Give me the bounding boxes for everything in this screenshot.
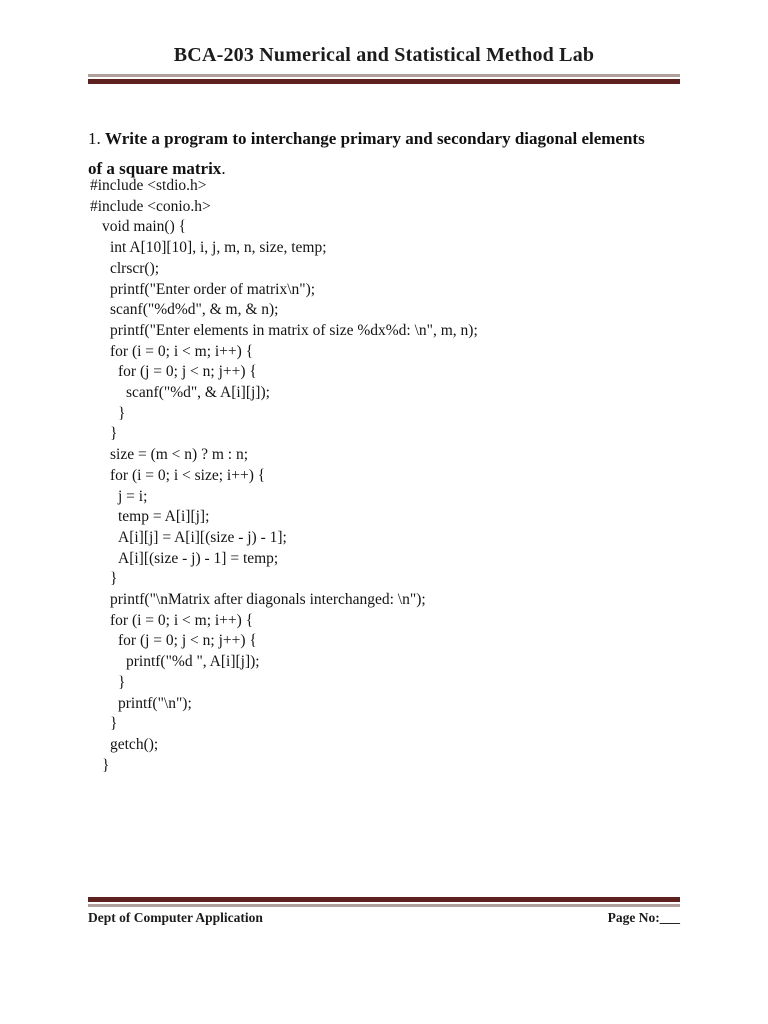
code-line: getch(); xyxy=(110,735,159,753)
code-line: A[i][j] = A[i][(size - j) - 1]; xyxy=(118,528,287,546)
code-line: for (j = 0; j < n; j++) { xyxy=(118,632,257,650)
code-line: } xyxy=(110,715,118,733)
code-line: #include <conio.h> xyxy=(90,197,211,215)
code-line: size = (m < n) ? m : n; xyxy=(110,446,249,464)
exercise-title-line-1: Write a program to interchange primary and secondary diagonal elements xyxy=(105,129,645,148)
page-title: BCA-203 Numerical and Statistical Method Lab xyxy=(173,44,595,66)
code-line: } xyxy=(110,570,118,588)
exercise-number: 1. xyxy=(88,129,105,148)
exercise-title xyxy=(88,124,688,184)
code-line: } xyxy=(110,425,118,443)
footer-department: Dept of Computer Application xyxy=(88,910,263,925)
code-line: for (i = 0; i < size; i++) { xyxy=(110,466,266,484)
code-line: printf("%d ", A[i][j]); xyxy=(126,653,260,671)
code-line: } xyxy=(118,673,126,691)
code-line: for (i = 0; i < m; i++) { xyxy=(110,611,254,629)
exercise-title-line-2: of a square matrix xyxy=(88,159,222,178)
code-line: printf("Enter order of matrix\n"); xyxy=(110,280,316,298)
code-line: #include <stdio.h> xyxy=(90,177,207,194)
footer-page-number: Page No:___ xyxy=(607,910,680,925)
code-line: printf("\n"); xyxy=(118,694,192,712)
header-rule xyxy=(88,74,680,84)
footer xyxy=(88,910,680,926)
code-line: A[i][(size - j) - 1] = temp; xyxy=(118,549,279,567)
code-line: } xyxy=(118,404,126,422)
code-line: for (j = 0; j < n; j++) { xyxy=(118,363,257,381)
footer-rule xyxy=(88,897,680,907)
footer-rule-light-line xyxy=(88,904,680,907)
code-block xyxy=(90,176,690,776)
header-rule-dark-line xyxy=(88,79,680,84)
code-line: j = i; xyxy=(118,487,148,505)
code-line: scanf("%d", & A[i][j]); xyxy=(126,384,270,402)
code-line: scanf("%d%d", & m, & n); xyxy=(110,301,279,319)
code-line: printf("Enter elements in matrix of size %dx%d: \n", m, n); xyxy=(110,321,478,339)
code-line: printf("\nMatrix after diagonals interchanged: \n"); xyxy=(110,591,426,609)
code-line: temp = A[i][j]; xyxy=(118,508,210,526)
code-line: int A[10][10], i, j, m, n, size, temp; xyxy=(110,239,327,257)
code-line: for (i = 0; i < m; i++) { xyxy=(110,342,254,360)
code-line: void main() { xyxy=(102,218,187,236)
code-line: clrscr(); xyxy=(110,259,160,277)
exercise-title-period: . xyxy=(221,159,226,178)
code-line: } xyxy=(102,756,110,774)
